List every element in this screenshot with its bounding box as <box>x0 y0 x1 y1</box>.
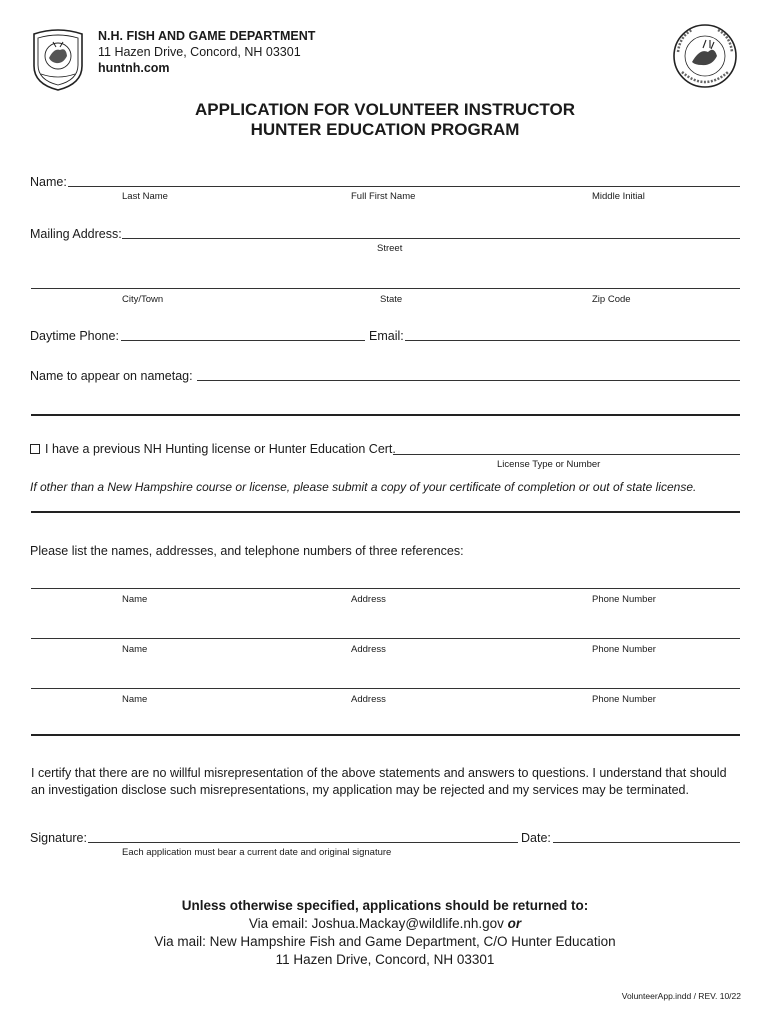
zip-caption: Zip Code <box>592 294 631 305</box>
signature-label: Signature: <box>30 831 87 845</box>
email-field[interactable] <box>405 340 740 341</box>
reference-name-caption: Name <box>122 644 148 655</box>
middle-initial-caption: Middle Initial <box>592 191 645 202</box>
city-state-zip-field[interactable] <box>31 288 740 289</box>
section-divider <box>31 414 740 416</box>
reference-phone-caption: Phone Number <box>592 694 656 705</box>
license-row <box>30 442 396 456</box>
reference-name-caption: Name <box>122 594 148 605</box>
reference-address-caption: Address <box>351 694 386 705</box>
form-title <box>0 100 770 140</box>
org-website: huntnh.com <box>98 61 170 75</box>
name-label: Name: <box>30 175 67 189</box>
nametag-field[interactable] <box>197 380 740 381</box>
section-divider <box>31 511 740 513</box>
reference-phone-caption: Phone Number <box>592 594 656 605</box>
street-field[interactable] <box>122 238 740 239</box>
reference-address-caption: Address <box>351 644 386 655</box>
license-checkbox[interactable] <box>30 444 40 454</box>
return-email: Via email: Joshua.Mackay@wildlife.nh.gov <box>248 916 504 931</box>
reference-2-field[interactable] <box>31 638 740 639</box>
wildlife-restoration-logo-icon <box>670 22 740 90</box>
return-mail-line1: Via mail: New Hampshire Fish and Game Department, C/O Hunter Education <box>154 934 616 949</box>
reference-phone-caption: Phone Number <box>592 644 656 655</box>
references-intro: Please list the names, addresses, and telephone numbers of three references: <box>30 544 464 558</box>
last-name-caption: Last Name <box>122 191 168 202</box>
org-name: N.H. FISH AND GAME DEPARTMENT <box>98 29 316 43</box>
org-address: 11 Hazen Drive, Concord, NH 03301 <box>98 45 301 59</box>
return-or: or <box>507 916 522 931</box>
nametag-label: Name to appear on nametag: <box>30 369 193 383</box>
reference-name-caption: Name <box>122 694 148 705</box>
org-header <box>98 28 315 76</box>
license-caption: License Type or Number <box>497 459 601 470</box>
reference-3-field[interactable] <box>31 688 740 689</box>
reference-address-caption: Address <box>351 594 386 605</box>
form-title-line1: APPLICATION FOR VOLUNTEER INSTRUCTOR <box>195 100 575 119</box>
date-label: Date: <box>521 831 551 845</box>
return-heading: Unless otherwise specified, applications should be returned to: <box>181 898 589 913</box>
daytime-phone-label: Daytime Phone: <box>30 329 119 343</box>
license-label: I have a previous NH Hunting license or Hunter Education Cert. <box>45 442 396 456</box>
certification-text: I certify that there are no willful misrepresentation of the above statements and answers to questions. I understand that should an investigation disclose such misrepresentations, my application may be rejected and my services may be terminated. <box>31 766 727 797</box>
signature-note: Each application must bear a current date and original signature <box>122 847 392 858</box>
section-divider <box>31 734 740 736</box>
mailing-address-label: Mailing Address: <box>30 227 122 241</box>
license-note: If other than a New Hampshire course or license, please submit a copy of your certificate of completion or out of state license. <box>30 480 697 494</box>
nh-fish-game-seal-icon <box>29 28 87 92</box>
return-email-line <box>0 915 770 933</box>
daytime-phone-field[interactable] <box>121 340 365 341</box>
return-mail-line2: 11 Hazen Drive, Concord, NH 03301 <box>275 952 495 967</box>
signature-field[interactable] <box>88 842 518 843</box>
date-field[interactable] <box>553 842 740 843</box>
name-field[interactable] <box>68 186 740 187</box>
license-field[interactable] <box>393 454 740 455</box>
city-caption: City/Town <box>122 294 164 305</box>
form-title-line2: HUNTER EDUCATION PROGRAM <box>250 120 520 139</box>
first-name-caption: Full First Name <box>351 191 416 202</box>
reference-1-field[interactable] <box>31 588 740 589</box>
state-caption: State <box>380 294 403 305</box>
revision-footer: VolunteerApp.indd / REV. 10/22 <box>621 991 741 1001</box>
street-caption: Street <box>377 243 403 254</box>
email-label: Email: <box>369 329 404 343</box>
